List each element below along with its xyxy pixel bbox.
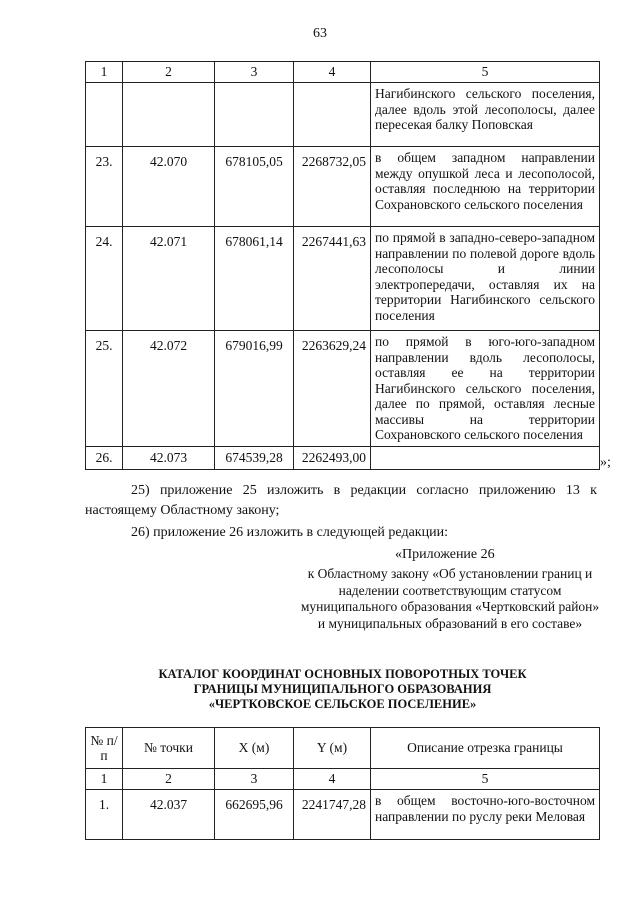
point-number: 42.073 (123, 446, 215, 469)
appendix-title: «Приложение 26 (395, 547, 495, 562)
x-coordinate: 678061,14 (215, 227, 294, 331)
catalog-title-line: ГРАНИЦЫ МУНИЦИПАЛЬНОГО ОБРАЗОВАНИЯ (193, 682, 492, 696)
header-cell: 1 (86, 769, 123, 790)
row-number: 25. (86, 331, 123, 447)
y-coordinate: 2263629,24 (294, 331, 371, 447)
appendix-subtitle: к Областному закону «Об установлении границ и наделении соответствующим статусом муниципального образования «Чертковский район» и муниципальных образований в его составе» (300, 566, 600, 631)
x-coordinate: 674539,28 (215, 446, 294, 469)
table-row (86, 331, 600, 447)
table-number-row (86, 769, 600, 790)
y-coordinate: 2241747,28 (294, 790, 371, 840)
table-row (86, 83, 600, 147)
header-cell: 5 (371, 62, 600, 83)
table-row (86, 147, 600, 227)
catalog-title-line: «ЧЕРТКОВСКОЕ СЕЛЬСКОЕ ПОСЕЛЕНИЕ» (208, 697, 477, 711)
row-number: 23. (86, 147, 123, 227)
paragraph-25: 25) приложение 25 изложить в редакции согласно приложению 13 к настоящему Областному закону; (85, 483, 597, 518)
row-number: 24. (86, 227, 123, 331)
segment-description: по прямой в юго-юго-западном направлении вдоль лесополосы, оставляя ее на территории Нагибинского сельского поселения, далее по прямой, оставляя лесные массивы на территории Сохрановского сельского поселения (371, 331, 600, 447)
header-cell: 3 (215, 769, 294, 790)
y-coordinate: 2262493,00 (294, 446, 371, 469)
header-cell: 1 (86, 62, 123, 83)
x-coordinate: 662695,96 (215, 790, 294, 840)
segment-description: в общем восточно-юго-восточном направлении по руслу реки Меловая (371, 790, 600, 840)
header-cell: 4 (294, 769, 371, 790)
table-row (86, 227, 600, 331)
point-number (123, 83, 215, 147)
header-cell: 4 (294, 62, 371, 83)
header-cell: № п/п (86, 728, 123, 769)
coordinates-table-new (85, 727, 600, 840)
table-header-row (86, 728, 600, 769)
segment-description (371, 446, 600, 469)
point-number: 42.037 (123, 790, 215, 840)
catalog-title-line: КАТАЛОГ КООРДИНАТ ОСНОВНЫХ ПОВОРОТНЫХ ТОЧЕК (158, 667, 527, 681)
header-cell: X (м) (215, 728, 294, 769)
segment-description: по прямой в западно-северо-западном направлении по полевой дороге вдоль лесополосы и линии электропередачи, оставляя их на территории Нагибинского сельского поселения (371, 227, 600, 331)
y-coordinate (294, 83, 371, 147)
header-cell: Описание отрезка границы (371, 728, 600, 769)
segment-description: Нагибинского сельского поселения, далее вдоль этой лесополосы, далее пересекая балку Поповская (371, 83, 600, 147)
x-coordinate: 679016,99 (215, 331, 294, 447)
x-coordinate: 678105,05 (215, 147, 294, 227)
segment-description: в общем западном направлении между опушкой леса и лесополосой, оставляя последнюю на территории Сохрановского сельского поселения (371, 147, 600, 227)
catalog-title (85, 667, 600, 712)
header-cell: 3 (215, 62, 294, 83)
point-number: 42.070 (123, 147, 215, 227)
table-header-row (86, 62, 600, 83)
coordinates-table-continued (85, 61, 600, 470)
y-coordinate: 2268732,05 (294, 147, 371, 227)
table-row (86, 790, 600, 840)
header-cell: № точки (123, 728, 215, 769)
point-number: 42.072 (123, 331, 215, 447)
header-cell: 2 (123, 769, 215, 790)
header-cell: Y (м) (294, 728, 371, 769)
row-number (86, 83, 123, 147)
x-coordinate (215, 83, 294, 147)
header-cell: 5 (371, 769, 600, 790)
paragraph-26: 26) приложение 26 изложить в следующей редакции: (131, 525, 448, 540)
table-closing-quote: »; (600, 455, 611, 470)
table-row (86, 446, 600, 469)
row-number: 1. (86, 790, 123, 840)
point-number: 42.071 (123, 227, 215, 331)
header-cell: 2 (123, 62, 215, 83)
row-number: 26. (86, 446, 123, 469)
page-number: 63 (313, 26, 327, 41)
y-coordinate: 2267441,63 (294, 227, 371, 331)
